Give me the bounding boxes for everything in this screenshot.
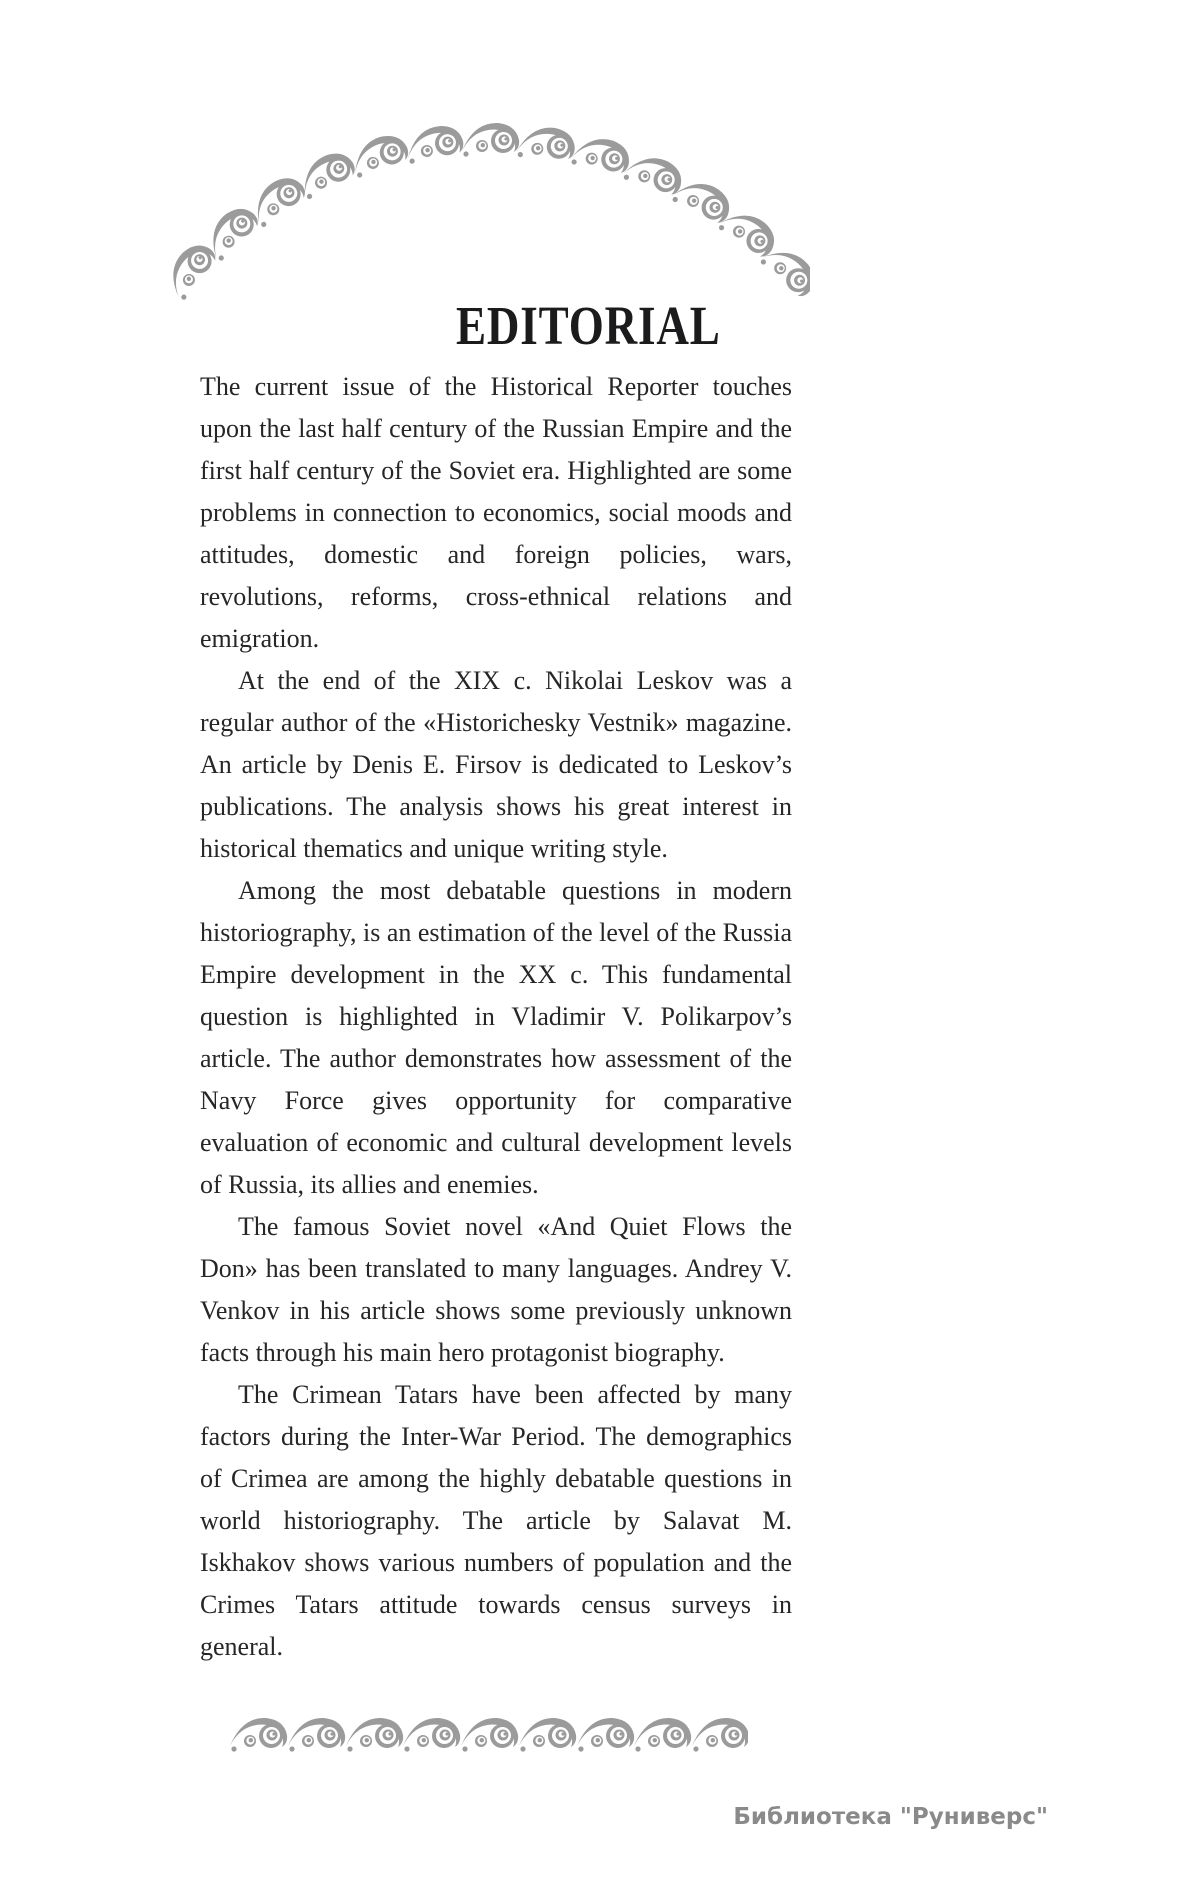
page-title: EDITORIAL xyxy=(456,295,721,356)
paragraph-5: The Crimean Tatars have been affected by many factors during the Inter-War Period. The demographics of Crimea are among the highly debatable questions in world historiography. The article by Salavat M. Iskhakov shows various numbers of population and the Crimes Tatars attitude towards census surveys in general. xyxy=(200,1380,792,1661)
library-watermark: Библиотека "Руниверс" xyxy=(733,1804,1048,1830)
floral-scroll-band-ornament xyxy=(228,1703,748,1767)
floral-scroll-arc-ornament xyxy=(170,118,810,318)
paragraph-3: Among the most debatable questions in modern historiography, is an estimation of the level of the Russia Empire development in the XX c. This fundamental question is highlighted in Vladimir V. Polikarpov’s article. The author demonstrates how assessment of the Navy Force gives opportunity for comparative evaluation of economic and cultural development levels of Russia, its allies and enemies. xyxy=(200,876,792,1199)
paragraph-1: The current issue of the Historical Reporter touches upon the last half century of the Russian Empire and the first half century of the Soviet era. Highlighted are some problems in connection to economics, social moods and attitudes, domestic and foreign policies, wars, revolutions, reforms, cross-ethnical relations and emigration. xyxy=(200,372,792,653)
paragraph-4: The famous Soviet novel «And Quiet Flows the Don» has been translated to many languages. Andrey V. Venkov in his article shows some previously unknown facts through his main hero protagonist biography. xyxy=(200,1212,792,1367)
editorial-text xyxy=(200,366,792,1668)
paragraph-2: At the end of the XIX c. Nikolai Leskov was a regular author of the «Historichesky Vestnik» magazine. An article by Denis E. Firsov is dedicated to Leskov’s publications. The analysis shows his great interest in historical thematics and unique writing style. xyxy=(200,666,792,863)
